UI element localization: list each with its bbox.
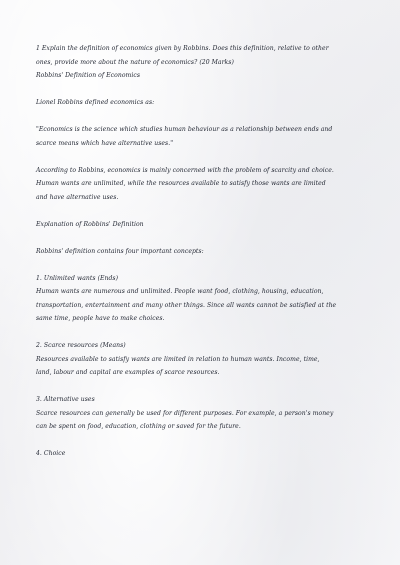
concept-3-line-1: Scarce resources can generally be used for different purposes. For example, a person's money: [36, 409, 334, 417]
concept-1-line-2: transportation, entertainment and many other things. Since all wants cannot be satisfied at the: [36, 301, 337, 309]
concept-1-line-3: same time, people have to make choices.: [36, 315, 165, 322]
quote-line-2: scarce means which have alternative uses.": [36, 139, 174, 147]
concept-2-title: 2. Scarce resources (Means): [36, 342, 126, 349]
section-title: Robbins' Definition of Economics: [36, 72, 141, 79]
question-line-2: ones, provide more about the nature of economics? (20 Marks): [36, 58, 234, 66]
paragraph-1-line-2: Human wants are unlimited, while the resources available to satisfy those wants are limited: [36, 180, 326, 187]
concept-1-line-1: Human wants are numerous and unlimited. People want food, clothing, housing, education,: [36, 288, 324, 295]
concept-2-line-1: Resources available to satisfy wants are limited in relation to human wants. Income, time,: [36, 355, 320, 363]
concept-1-title: 1. Unlimited wants (Ends): [36, 274, 119, 282]
document-body: [36, 42, 370, 461]
concepts-intro: Robbins' definition contains four important concepts:: [36, 247, 204, 255]
question-line-1: 1 Explain the definition of economics given by Robbins. Does this definition, relative to other: [36, 45, 329, 52]
concept-3-title: 3. Alternative uses: [36, 396, 95, 403]
quote-line-1: "Economics is the science which studies human behaviour as a relationship between ends and: [36, 126, 333, 133]
concept-3-line-2: can be spent on food, education, clothing or saved for the future.: [36, 423, 241, 430]
concept-2-line-2: land, labour and capital are examples of scarce resources.: [36, 369, 220, 376]
explanation-heading: Explanation of Robbins' Definition: [36, 220, 144, 228]
intro-text: Lionel Robbins defined economics as:: [36, 99, 155, 106]
concept-4-title: 4. Choice: [36, 450, 66, 457]
paragraph-1-line-3: and have alternative uses.: [36, 193, 119, 201]
paragraph-1-line-1: According to Robbins, economics is mainly concerned with the problem of scarcity and choice.: [36, 166, 334, 174]
